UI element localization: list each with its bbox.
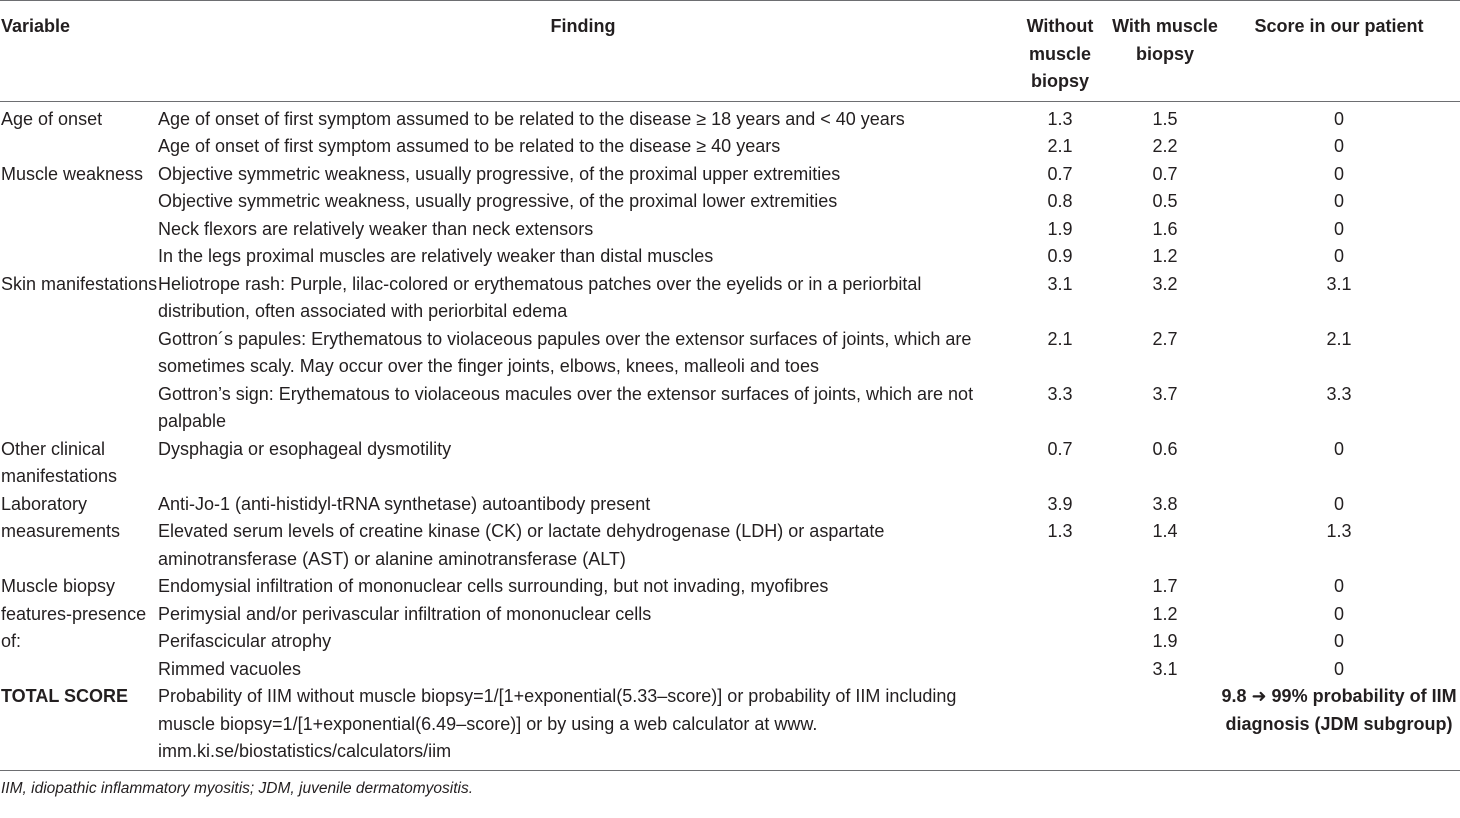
without-biopsy-cell: 0.9 — [1047, 246, 1073, 266]
finding-cell: Objective symmetric weakness, usually progressive, of the proximal lower extremities — [158, 191, 838, 211]
with-biopsy-cell: 0.5 — [1152, 191, 1178, 211]
score-cell: 0 — [1333, 438, 1344, 459]
iim-criteria-table — [0, 1, 1460, 770]
without-biopsy-cell: 1.9 — [1047, 218, 1073, 239]
header-score: Score in our patient — [1254, 16, 1424, 36]
table-body — [0, 102, 1460, 770]
total-row — [0, 683, 1460, 770]
with-biopsy-cell: 3.8 — [1152, 493, 1178, 514]
finding-cell: Perifascicular atrophy — [158, 631, 332, 651]
without-biopsy-cell — [1008, 628, 1112, 656]
total-without-cell — [1008, 683, 1112, 770]
with-biopsy-cell: 2.7 — [1152, 328, 1178, 349]
table-row — [0, 326, 1460, 381]
score-cell: 1.3 — [1326, 521, 1352, 541]
score-cell: 0 — [1333, 163, 1344, 184]
with-biopsy-cell: 3.1 — [1152, 658, 1178, 679]
with-biopsy-cell: 3.7 — [1152, 383, 1178, 404]
score-cell: 0 — [1333, 191, 1344, 211]
variable-cell: Skin manifestations — [1, 273, 158, 294]
finding-cell: Gottron´s papules: Erythematous to violaceous papules over the extensor surfaces of joints, which are sometimes scaly. May occur over the finger joints, elbows, knees, malleoli and toes — [158, 328, 972, 376]
without-biopsy-cell — [1008, 573, 1112, 601]
without-biopsy-cell — [1008, 601, 1112, 629]
without-biopsy-cell: 3.9 — [1047, 493, 1073, 514]
with-biopsy-cell: 1.2 — [1152, 246, 1178, 266]
without-biopsy-cell: 0.8 — [1047, 191, 1073, 211]
with-biopsy-cell: 1.9 — [1152, 631, 1178, 651]
total-formula: Probability of IIM without muscle biopsy=1/[1+exponential(5.33–score)] or probability of IIM including muscle biopsy=1/[1+exponential(6.49–score)] or by using a web calculator at www. imm.ki.se/biostatistics/calculators/iim — [158, 686, 957, 761]
variable-cell: Age of onset — [1, 108, 103, 129]
finding-cell: Perimysial and/or perivascular infiltration of mononuclear cells — [158, 603, 652, 624]
finding-cell: Age of onset of first symptom assumed to be related to the disease ≥ 40 years — [158, 136, 781, 156]
without-biopsy-cell: 1.3 — [1047, 521, 1073, 541]
total-with-cell — [1112, 683, 1218, 770]
without-biopsy-cell: 1.3 — [1047, 108, 1073, 129]
with-biopsy-cell: 1.6 — [1152, 218, 1178, 239]
without-biopsy-cell: 3.1 — [1047, 273, 1073, 294]
total-label: TOTAL SCORE — [1, 686, 129, 706]
table-row — [0, 656, 1460, 684]
table-row — [0, 161, 1460, 189]
table-row — [0, 243, 1460, 271]
score-cell: 0 — [1333, 246, 1344, 266]
finding-cell: Neck flexors are relatively weaker than neck extensors — [158, 218, 594, 239]
table-row — [0, 518, 1460, 573]
finding-cell: Rimmed vacuoles — [158, 658, 302, 679]
table-row — [0, 628, 1460, 656]
header-with-biopsy: With muscle biopsy — [1112, 16, 1218, 64]
with-biopsy-cell: 1.4 — [1152, 521, 1178, 541]
footnote: IIM, idiopathic inflammatory myositis; JDM, juvenile dermatomyositis. — [1, 779, 474, 797]
header-variable: Variable — [1, 16, 71, 36]
table-row — [0, 271, 1460, 326]
header-row — [0, 1, 1460, 101]
variable-cell: Laboratory measurements — [1, 493, 121, 541]
variable-cell: Other clinical manifestations — [1, 438, 118, 486]
table-row — [0, 216, 1460, 244]
with-biopsy-cell: 0.7 — [1152, 163, 1178, 184]
table-row — [0, 133, 1460, 161]
without-biopsy-cell: 0.7 — [1047, 438, 1073, 459]
finding-cell: Gottron’s sign: Erythematous to violaceous macules over the extensor surfaces of joints, which are not palpable — [158, 383, 974, 431]
score-cell: 0 — [1333, 218, 1344, 239]
without-biopsy-cell: 3.3 — [1047, 383, 1073, 404]
table-row — [0, 102, 1460, 134]
variable-cell: Muscle biopsy features-presence of: — [1, 576, 147, 651]
score-cell: 2.1 — [1326, 328, 1352, 349]
table-row — [0, 573, 1460, 601]
finding-cell: In the legs proximal muscles are relatively weaker than distal muscles — [158, 246, 714, 266]
table-row — [0, 491, 1460, 519]
finding-cell: Elevated serum levels of creatine kinase (CK) or lactate dehydrogenase (LDH) or aspartate aminotransferase (AST) or alanine aminotransferase (ALT) — [158, 521, 885, 569]
header-without-biopsy: Without muscle biopsy — [1026, 16, 1094, 91]
without-biopsy-cell: 0.7 — [1047, 163, 1073, 184]
table-row — [0, 381, 1460, 436]
score-cell: 0 — [1333, 108, 1344, 129]
with-biopsy-cell: 3.2 — [1152, 273, 1178, 294]
score-cell: 3.1 — [1326, 273, 1352, 294]
finding-cell: Endomysial infiltration of mononuclear cells surrounding, but not invading, myofibres — [158, 576, 829, 596]
with-biopsy-cell: 1.7 — [1152, 576, 1178, 596]
header-finding: Finding — [550, 16, 616, 36]
table-row — [0, 436, 1460, 491]
with-biopsy-cell: 1.5 — [1152, 108, 1178, 129]
score-cell: 0 — [1333, 603, 1344, 624]
score-cell: 0 — [1333, 493, 1344, 514]
without-biopsy-cell: 2.1 — [1047, 136, 1073, 156]
score-cell: 0 — [1333, 136, 1344, 156]
table-row — [0, 188, 1460, 216]
total-score: 9.8 ➜ 99% probability of IIM diagnosis (JDM subgroup) — [1221, 686, 1457, 734]
finding-cell: Dysphagia or esophageal dysmotility — [158, 438, 452, 459]
score-cell: 3.3 — [1326, 383, 1352, 404]
score-cell: 0 — [1333, 576, 1344, 596]
finding-cell: Anti-Jo-1 (anti-histidyl-tRNA synthetase) autoantibody present — [158, 493, 651, 514]
without-biopsy-cell — [1008, 656, 1112, 684]
score-cell: 0 — [1333, 631, 1344, 651]
finding-cell: Objective symmetric weakness, usually progressive, of the proximal upper extremities — [158, 163, 841, 184]
finding-cell: Age of onset of first symptom assumed to be related to the disease ≥ 18 years and < 40 years — [158, 108, 905, 129]
without-biopsy-cell: 2.1 — [1047, 328, 1073, 349]
score-cell: 0 — [1333, 658, 1344, 679]
variable-cell: Muscle weakness — [1, 163, 144, 184]
finding-cell: Heliotrope rash: Purple, lilac-colored or erythematous patches over the eyelids or in a periorbital distribution, often associated with periorbital edema — [158, 273, 922, 321]
table-row — [0, 601, 1460, 629]
with-biopsy-cell: 1.2 — [1152, 603, 1178, 624]
with-biopsy-cell: 2.2 — [1152, 136, 1178, 156]
with-biopsy-cell: 0.6 — [1152, 438, 1178, 459]
